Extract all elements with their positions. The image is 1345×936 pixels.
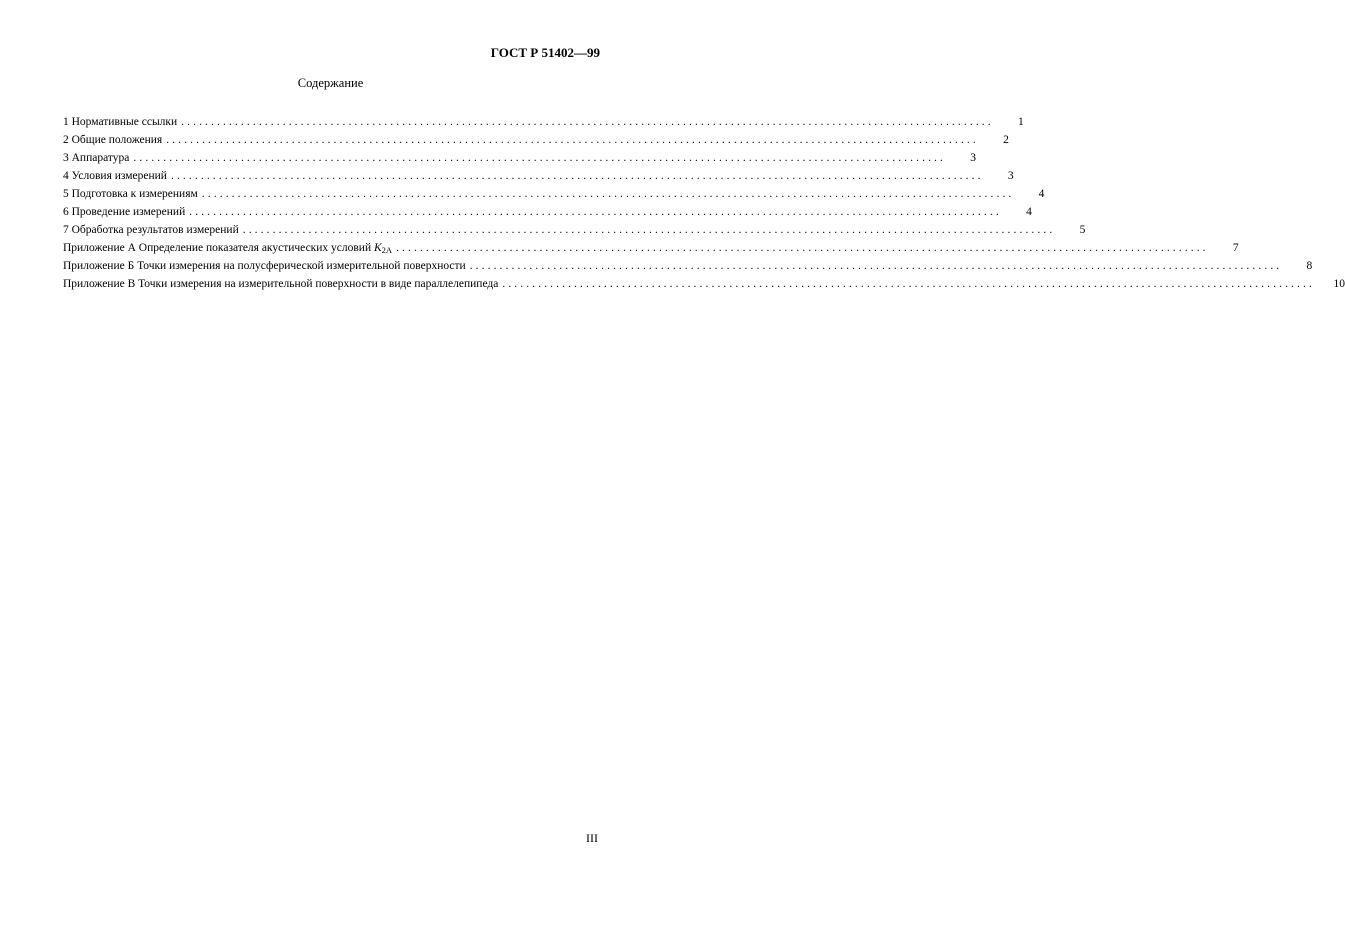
toc-title: Содержание — [297, 76, 364, 90]
toc-entry-3[interactable] — [63, 149, 976, 167]
toc-entry-6[interactable] — [63, 203, 1032, 221]
toc-entry-1[interactable] — [63, 113, 1024, 131]
toc-entry-label: 5 Подготовка к измерениям — [63, 188, 198, 200]
toc-entry-label — [63, 239, 392, 259]
toc-dot-leader: ........................................................................................................................................ — [396, 242, 1209, 254]
toc-dot-leader: ........................................................................................................................................ — [242, 224, 1056, 236]
toc-entry-page: 7 — [1232, 242, 1239, 254]
toc-entry-appendix-b[interactable] — [63, 257, 1313, 275]
toc-entry-page: 2 — [1003, 134, 1009, 146]
toc-entry-page: 4 — [1026, 206, 1032, 218]
toc-entry-label: 6 Проведение измерений — [63, 206, 186, 218]
toc-entry-label-text: Приложение А Определение показателя акустических условий — [63, 242, 372, 254]
toc-entry-4[interactable] — [63, 167, 1014, 185]
toc-entry-label: 2 Общие положения — [63, 134, 163, 146]
toc-entry-label: Приложение Б Точки измерения на полусферической измерительной поверхности — [63, 260, 466, 272]
toc-dot-leader: ........................................................................................................................................ — [181, 116, 994, 128]
toc-dot-leader: ........................................................................................................................................ — [189, 206, 1002, 218]
toc-entry-page: 1 — [1018, 116, 1024, 128]
toc-entry-page: 4 — [1038, 188, 1045, 200]
toc-entry-5[interactable] — [63, 185, 1045, 203]
toc-entry-page: 5 — [1079, 224, 1086, 236]
toc-entry-label: 3 Аппаратура — [63, 152, 130, 164]
table-of-contents — [63, 113, 1345, 293]
toc-entry-label: Приложение В Точки измерения на измерительной поверхности в виде параллелепипеда — [63, 278, 499, 290]
toc-entry-page: 8 — [1306, 260, 1313, 272]
toc-entry-subscript: 2A — [381, 245, 393, 255]
toc-entry-symbol: K — [374, 242, 382, 254]
toc-dot-leader: ........................................................................................................................................ — [133, 152, 946, 164]
toc-entry-appendix-a[interactable] — [63, 239, 1239, 257]
toc-dot-leader: ........................................................................................................................................ — [201, 188, 1015, 200]
toc-entry-label: 1 Нормативные ссылки — [63, 116, 178, 128]
toc-entry-page: 10 — [1333, 278, 1345, 290]
toc-dot-leader: ........................................................................................................................................ — [469, 260, 1283, 272]
toc-dot-leader: ........................................................................................................................................ — [170, 170, 984, 182]
toc-entry-page: 3 — [970, 152, 976, 164]
document-code: ГОСТ Р 51402—99 — [490, 45, 600, 60]
page-number: III — [586, 831, 598, 845]
toc-entry-7[interactable] — [63, 221, 1086, 239]
toc-entry-page: 3 — [1007, 170, 1014, 182]
toc-entry-2[interactable] — [63, 131, 1009, 149]
toc-dot-leader: ........................................................................................................................................ — [502, 278, 1315, 290]
toc-entry-label: 7 Обработка результатов измерений — [63, 224, 239, 236]
toc-dot-leader: ........................................................................................................................................ — [166, 134, 979, 146]
toc-entry-appendix-v[interactable] — [63, 275, 1345, 293]
toc-entry-label: 4 Условия измерений — [63, 170, 167, 182]
